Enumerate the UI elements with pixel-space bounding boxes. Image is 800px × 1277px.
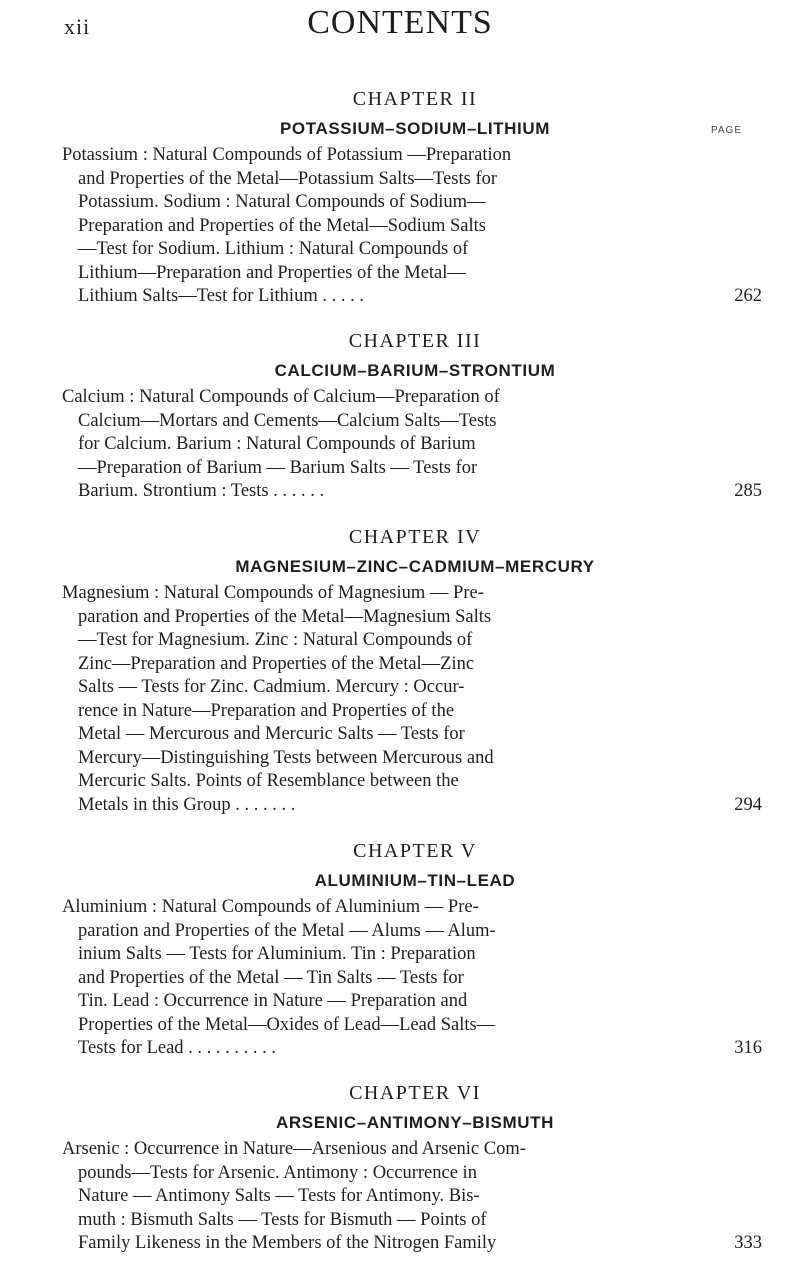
chapter-subject-text: POTASSIUM–SODIUM–LITHIUM [279, 119, 551, 138]
entry-line: Tin. Lead : Occurrence in Nature — Preparation and [78, 991, 468, 1011]
chapter-heading: CHAPTER VI [349, 1082, 481, 1104]
entry-line-text: Metals in this Group . . . . . . . [78, 794, 296, 815]
entry-line [62, 1232, 762, 1256]
entry-line: Potassium : Natural Compounds of Potassium —Preparation [62, 145, 512, 165]
chapter-entry [62, 386, 762, 504]
entry-line [62, 794, 762, 818]
chapter-entry [62, 896, 762, 1061]
entry-line [62, 1037, 762, 1061]
entry-line: —Test for Sodium. Lithium : Natural Compounds of [78, 239, 469, 259]
chapter-subject-text: CALCIUM–BARIUM–STRONTIUM [274, 361, 556, 380]
entry-line: Zinc—Preparation and Properties of the Metal—Zinc [78, 653, 475, 674]
entry-line: inium Salts — Tests for Aluminium. Tin : Preparation [78, 944, 476, 964]
chapter-subject [30, 1108, 800, 1138]
entry-line: Salts — Tests for Zinc. Cadmium. Mercury : Occur- [78, 677, 465, 697]
entry-line: Arsenic : Occurrence in Nature—Arsenious and Arsenic Com- [62, 1139, 526, 1159]
entry-line-text: Lithium Salts—Test for Lithium . . . . . [78, 286, 364, 306]
entry-line: and Properties of the Metal — Tin Salts — Tests for [78, 967, 464, 988]
chapter-section-5 [0, 836, 800, 1061]
entry-line: paration and Properties of the Metal — Alums — Alum- [78, 920, 496, 941]
chapter-subject [30, 114, 800, 144]
entry-line: Calcium—Mortars and Cements—Calcium Salts—Tests [78, 410, 497, 431]
entry-line: and Properties of the Metal—Potassium Salts—Tests for [78, 168, 498, 189]
entry-line: pounds—Tests for Arsenic. Antimony : Occurrence in [78, 1162, 477, 1183]
entry-line: for Calcium. Barium : Natural Compounds of Barium [78, 434, 476, 454]
page-reference: 316 [734, 1038, 762, 1058]
entry-line: Aluminium : Natural Compounds of Aluminium — Pre- [62, 897, 479, 917]
chapter-heading: CHAPTER V [353, 840, 477, 862]
chapter-section-6 [0, 1078, 800, 1256]
entry-line: Magnesium : Natural Compounds of Magnesium — Pre- [62, 583, 484, 603]
chapter-section-2 [0, 84, 800, 309]
chapter-section-4 [0, 522, 800, 817]
entry-line: rence in Nature—Preparation and Properties of the [78, 700, 455, 721]
entry-line: muth : Bismuth Salts — Tests for Bismuth — Points of [78, 1209, 487, 1230]
entry-line: Mercury—Distinguishing Tests between Mercurous and [78, 747, 494, 768]
running-head [0, 2, 800, 42]
entry-line: Calcium : Natural Compounds of Calcium—Preparation of [62, 387, 500, 407]
page-reference: 294 [734, 794, 762, 815]
page-reference: 262 [734, 286, 762, 306]
page-column-label: PAGE [710, 125, 742, 136]
entry-line-text: Tests for Lead . . . . . . . . . . [78, 1038, 277, 1058]
entry-line: —Preparation of Barium — Barium Salts — Tests for [78, 457, 478, 478]
entry-line-text: Family Likeness in the Members of the Nitrogen Family [78, 1233, 497, 1253]
entry-line: Properties of the Metal—Oxides of Lead—Lead Salts— [78, 1014, 496, 1035]
entry-line-text: Barium. Strontium : Tests . . . . . . [78, 481, 325, 501]
chapter-entry [62, 582, 762, 817]
entry-line [62, 285, 762, 309]
entry-line: Nature — Antimony Salts — Tests for Antimony. Bis- [78, 1186, 480, 1206]
chapter-subject [30, 356, 800, 386]
page-title: CONTENTS [307, 4, 493, 41]
entry-line: Potassium. Sodium : Natural Compounds of Sodium— [78, 192, 486, 212]
page-reference: 285 [734, 481, 762, 501]
chapter-section-3 [0, 326, 800, 504]
chapter-subject [30, 552, 800, 582]
chapter-subject [30, 866, 800, 896]
page-number: xii [64, 14, 91, 39]
entry-line: Preparation and Properties of the Metal—Sodium Salts [78, 215, 486, 236]
chapter-entry [62, 144, 762, 309]
page-reference: 333 [734, 1233, 762, 1253]
entry-line: —Test for Magnesium. Zinc : Natural Compounds of [78, 630, 473, 650]
chapter-entry [62, 1138, 762, 1256]
chapter-heading: CHAPTER IV [348, 526, 482, 548]
chapter-subject-text: MAGNESIUM–ZINC–CADMIUM–MERCURY [235, 557, 595, 576]
chapter-heading: CHAPTER III [348, 330, 482, 352]
chapter-subject-text: ALUMINIUM–TIN–LEAD [314, 871, 516, 890]
entry-line: Mercuric Salts. Points of Resemblance between the [78, 771, 459, 791]
entry-line: Lithium—Preparation and Properties of the Metal— [78, 262, 466, 283]
chapter-heading: CHAPTER II [352, 88, 478, 110]
chapter-subject-text: ARSENIC–ANTIMONY–BISMUTH [276, 1113, 554, 1132]
entry-line: paration and Properties of the Metal—Magnesium Salts [78, 606, 492, 627]
entry-line [62, 480, 762, 504]
entry-line: Metal — Mercurous and Mercuric Salts — Tests for [78, 724, 465, 744]
